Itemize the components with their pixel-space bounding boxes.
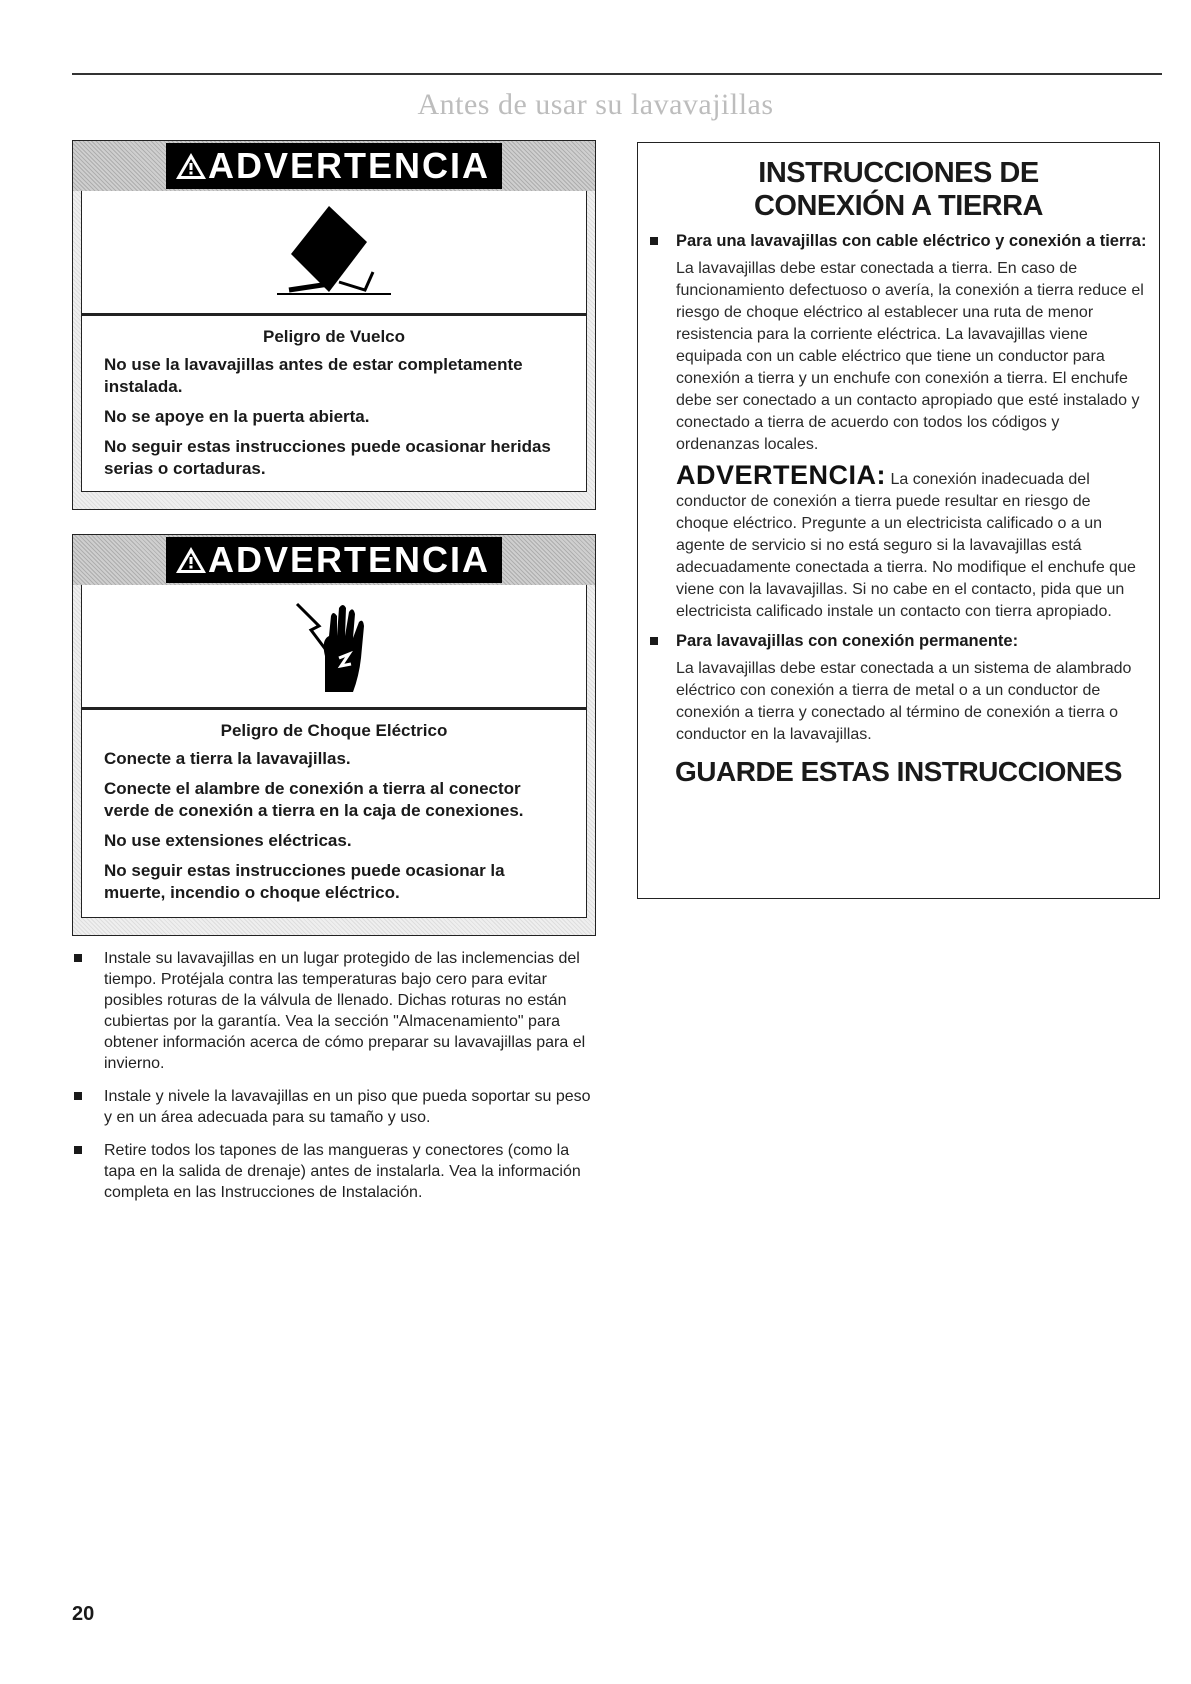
bullet-icon [650,237,658,245]
electric-shock-hand-icon [289,596,379,696]
save-instructions-heading: GUARDE ESTAS INSTRUCCIONES [675,756,1122,787]
grounding-subheading [638,631,1159,652]
hazard-name: Peligro de Choque Eléctrico [220,721,448,740]
warning-line: No se apoye en la puerta abierta. [104,407,370,426]
page-title: Antes de usar su lavavajillas [417,88,774,121]
warning-line: No seguir estas instrucciones puede ocasionar heridas serias o cortaduras. [104,437,551,478]
warning-header [73,141,595,191]
warning-icon-area [81,585,587,708]
subheading-text: Para lavavajillas con conexión permanente: [676,632,1019,650]
bullet-icon [74,954,82,962]
bullet-icon [650,637,658,645]
grounding-title [638,157,1159,223]
warning-header [73,535,595,585]
warning-triangle-icon [174,545,208,575]
tip-over-icon [269,202,399,302]
grounding-title-line: INSTRUCCIONES DE [758,157,1039,189]
grounding-subheading [638,231,1159,252]
grounding-warning-paragraph [638,460,1159,623]
grounding-title-line: CONEXIÓN A TIERRA [753,190,1044,222]
warning-line: Conecte a tierra la lavavajillas. [104,749,351,768]
warning-line: No use extensiones eléctricas. [104,831,352,850]
list-item [72,1086,596,1128]
warning-line: Conecte el alambre de conexión a tierra al conector verde de conexión a tierra en la caja de conexiones. [104,779,524,820]
list-item-text: Instale y nivele la lavavajillas en un piso que pueda soportar su peso y en un área adecuada para su tamaño y uso. [104,1088,591,1126]
list-item [72,948,596,1074]
warning-box-electric-shock [72,534,596,936]
page-number: 20 [72,1603,95,1625]
warning-title-badge [166,143,502,189]
warning-line: No use la lavavajillas antes de estar completamente instalada. [104,355,523,396]
warning-title-text: ADVERTENCIA [207,539,490,580]
warning-triangle-icon [174,151,208,181]
warning-text-area [81,708,587,918]
warning-box-tip-over [72,140,596,510]
warning-icon-area [81,191,587,314]
hazard-name: Peligro de Vuelco [262,327,406,346]
warning-title-badge [166,537,502,583]
list-item-text: Instale su lavavajillas en un lugar protegido de las inclemencias del tiempo. Protéjala contra las temperaturas bajo cero para evitar posibles roturas de la válvula de llenado. Dichas roturas no están cubiertas por la garantía. Vea la sección "Almacenamiento" para obtener información acerca de cómo preparar su lavavajillas para el invierno. [104,950,586,1072]
top-rule [72,73,1162,75]
grounding-paragraph: La lavavajillas debe estar conectada a un sistema de alambrado eléctrico con conexión a tierra de metal o a un conductor de conexión a tierra y conectado al término de conexión a tierra o conductor en la lavavajillas. [676,660,1132,743]
warning-text-area [81,314,587,492]
warning-title-text: ADVERTENCIA [207,145,490,186]
bullet-icon [74,1092,82,1100]
warning-line: No seguir estas instrucciones puede ocasionar la muerte, incendio o choque eléctrico. [104,861,505,902]
grounding-instructions-box [637,142,1160,899]
list-item-text: Retire todos los tapones de las mangueras y conectores (como la tapa en la salida de drenaje) antes de instalarla. Vea la información completa en las Instrucciones de Instalación. [104,1142,581,1201]
grounding-paragraph: La lavavajillas debe estar conectada a tierra. En caso de funcionamiento defectuoso o avería, la conexión a tierra reduce el riesgo de choque eléctrico al establecer una ruta de menor resistencia para la corriente eléctrica. La lavavajillas viene equipada con un cable eléctrico que tiene un conductor para conexión a tierra y un enchufe con conexión a tierra. El enchufe debe ser conectado a un contacto apropiado que esté instalado y conectado a tierra de acuerdo con todos los códigos y ordenanzas locales. [676,260,1144,453]
installation-bullet-list [72,948,596,1215]
subheading-text: Para una lavavajillas con cable eléctrico y conexión a tierra: [676,232,1147,250]
warning-inline-label: ADVERTENCIA: [676,460,887,490]
bullet-icon [74,1146,82,1154]
warning-inline-text: La conexión inadecuada del conductor de conexión a tierra puede resultar en riesgo de choque eléctrico. Pregunte a un electricista calificado o a un agente de servicio si no está seguro si la lavavajillas está adecuadamente conectada a tierra. No modifique el enchufe que viene con la lavavajillas. Si no cabe en el contacto, pida que un electricista calificado instale un contacto con tierra apropiado. [676,471,1136,620]
list-item [72,1140,596,1203]
